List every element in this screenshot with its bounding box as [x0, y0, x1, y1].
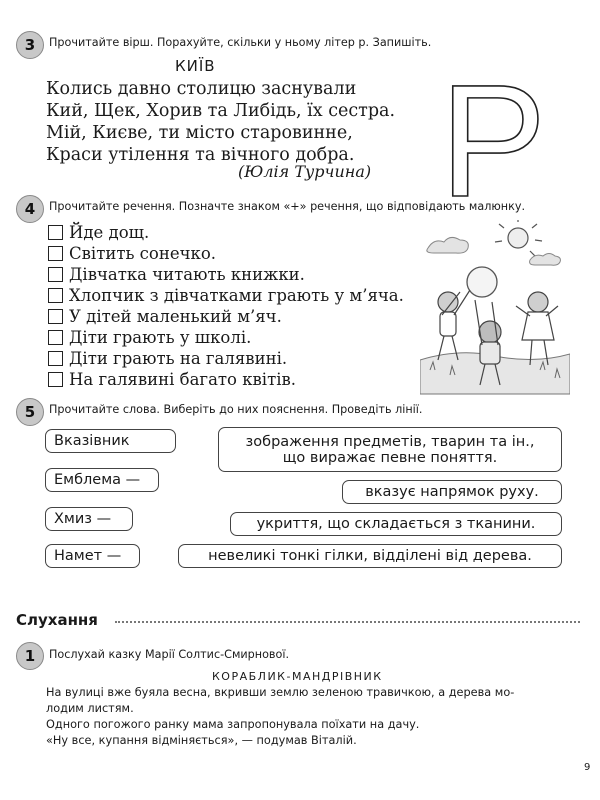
definition-box[interactable]: невеликі тонкі гілки, відділені від дерева. — [178, 544, 562, 568]
sentence-checkbox[interactable] — [48, 246, 63, 261]
heading-divider — [115, 621, 580, 623]
big-letter-r — [438, 74, 548, 202]
story-line: лодим листям. — [46, 702, 134, 715]
ball-icon — [467, 267, 497, 297]
definition-box[interactable]: укриття, що складається з тканини. — [230, 512, 562, 536]
sentence-row[interactable] — [48, 348, 287, 368]
sentence-checkbox[interactable] — [48, 351, 63, 366]
poem-line: Кий, Щек, Хорив та Либідь, їх сестра. — [46, 101, 396, 121]
poem-line: Краси утілення та вічного добра. — [46, 145, 355, 165]
poem-author: (Юлія Турчина) — [238, 162, 372, 181]
poem-line: Мій, Києве, ти місто старовинне, — [46, 123, 353, 143]
children-playing-illustration — [420, 220, 570, 395]
definition-box[interactable]: вказує напрямок руху. — [342, 480, 562, 504]
listening-instruction: Послухай казку Марії Солтис-Смирнової. — [49, 648, 290, 661]
sentence-checkbox[interactable] — [48, 288, 63, 303]
sentence-checkbox[interactable] — [48, 309, 63, 324]
poem-line: Колись давно столицю заснували — [46, 79, 357, 99]
sentence-checkbox[interactable] — [48, 267, 63, 282]
sentence-row[interactable] — [48, 264, 305, 284]
sentence-checkbox[interactable] — [48, 330, 63, 345]
task-5-number: 5 — [16, 398, 44, 426]
section-heading: Слухання — [16, 611, 98, 629]
story-title: КОРАБЛИК-МАНДРІВНИК — [212, 670, 383, 683]
word-box[interactable]: Емблема — — [45, 468, 159, 492]
sentence-row[interactable] — [48, 327, 251, 347]
poem-title: КИЇВ — [175, 57, 216, 75]
child-figure — [438, 290, 470, 360]
sentence-row[interactable] — [48, 285, 404, 305]
svg-text:Р: Р — [439, 74, 547, 202]
word-box[interactable]: Намет — — [45, 544, 140, 568]
sentence-row[interactable] — [48, 222, 149, 242]
story-line: «Ну все, купання відміняється», — подумав Віталій. — [46, 734, 357, 747]
sentence-text: Світить сонечко. — [69, 243, 217, 263]
sentence-checkbox[interactable] — [48, 225, 63, 240]
listening-task-number: 1 — [16, 642, 44, 670]
sentence-text: Діти грають на галявині. — [69, 348, 288, 368]
definition-box[interactable] — [218, 427, 562, 472]
sentence-row[interactable] — [48, 306, 282, 326]
sentence-checkbox[interactable] — [48, 372, 63, 387]
sentence-text: На галявині багато квітів. — [69, 369, 297, 389]
sun-icon — [495, 220, 542, 256]
task-3-number: 3 — [16, 31, 44, 59]
page-number: 9 — [584, 762, 591, 773]
task-3-instruction: Прочитайте вірш. Порахуйте, скільки у ньому літер р. Запишіть. — [49, 36, 432, 49]
definition-text: що виражає певне поняття. — [282, 449, 498, 466]
sentence-row[interactable] — [48, 369, 296, 389]
word-box[interactable]: Вказівник — [45, 429, 176, 453]
story-line: Одного погожого ранку мама запропонувала поїхати на дачу. — [46, 718, 420, 731]
definition-text: зображення предметів, тварин та ін., — [245, 433, 535, 450]
sentence-text: У дітей маленький м’яч. — [69, 306, 282, 326]
story-line: На вулиці вже буяла весна, вкривши землю зеленою травичкою, а дерева мо- — [46, 686, 515, 699]
sentence-text: Дівчатка читають книжки. — [69, 264, 305, 284]
sentence-text: Йде дощ. — [69, 222, 150, 242]
sentence-row[interactable] — [48, 243, 216, 263]
sentence-text: Хлопчик з дівчатками грають у м’яча. — [69, 285, 404, 305]
child-figure — [516, 292, 558, 365]
task-4-number: 4 — [16, 195, 44, 223]
task-5-instruction: Прочитайте слова. Виберіть до них пояснення. Проведіть лінії. — [49, 403, 423, 416]
sentence-text: Діти грають у школі. — [69, 327, 252, 347]
word-box[interactable]: Хмиз — — [45, 507, 133, 531]
cloud-icon — [427, 237, 468, 253]
task-4-instruction: Прочитайте речення. Позначте знаком «+» речення, що відповідають малюнку. — [49, 200, 526, 213]
